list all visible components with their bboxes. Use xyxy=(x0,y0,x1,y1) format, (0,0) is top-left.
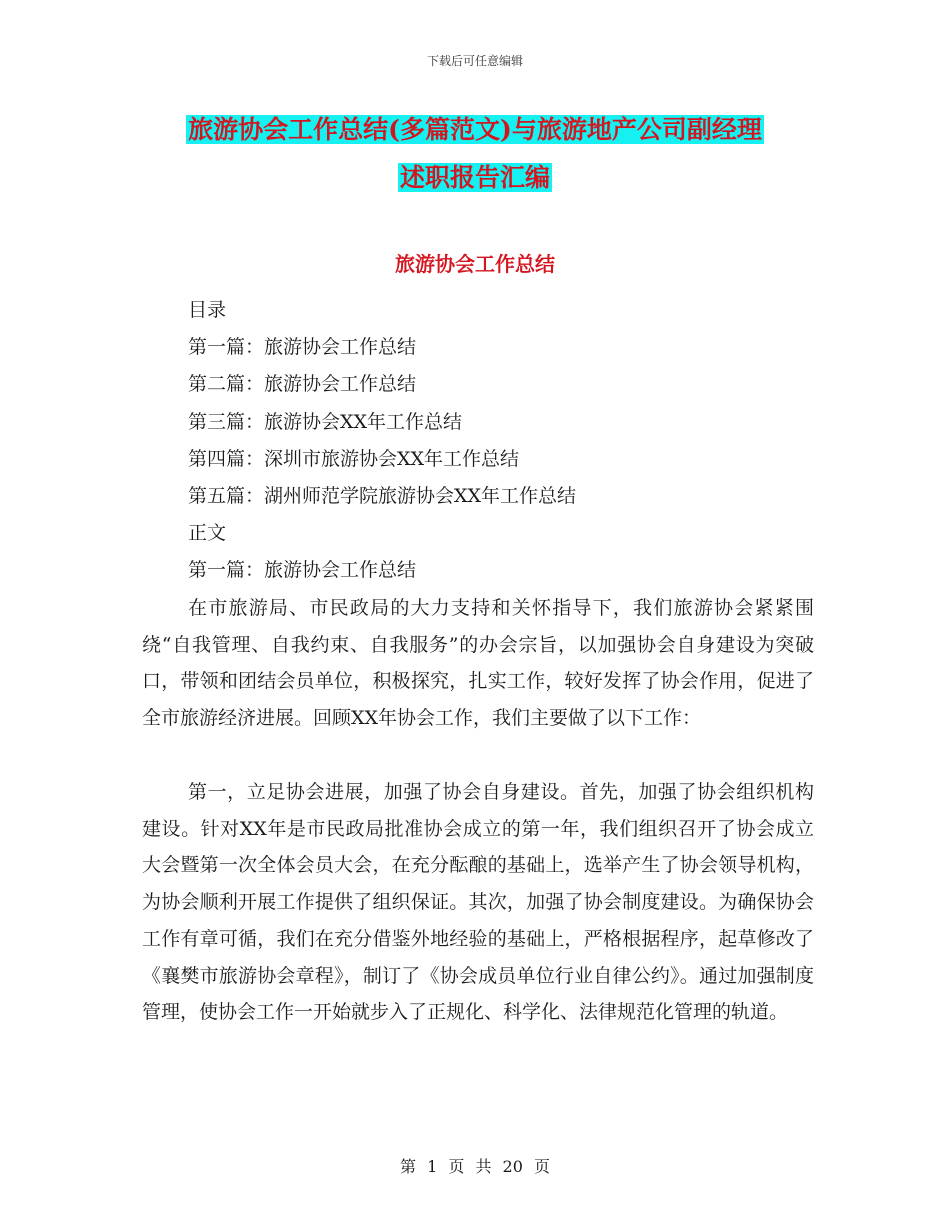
toc-item: 第三篇：旅游协会XX年工作总结 xyxy=(188,410,463,433)
body-label: 正文 xyxy=(188,522,227,545)
toc-item: 第五篇：湖州师范学院旅游协会XX年工作总结 xyxy=(188,485,577,508)
body-paragraph: 在市旅游局、市民政局的大力支持和关怀指导下，我们旅游协会紧紧围绕“自我管理、自我约束、自我服务”的办会宗旨，以加强协会自身建设为突破口，带领和团结会员单位，积极探究，扎实工作，较好发挥了协会作用，促进了全市旅游经济进展。回顾XX年协会工作，我们主要做了以下工作： xyxy=(142,597,814,730)
section-title: 旅游协会工作总结 xyxy=(395,252,555,276)
title-line-1: 旅游协会工作总结(多篇范文)与旅游地产公司副经理 xyxy=(188,115,762,144)
toc-item: 第一篇：旅游协会工作总结 xyxy=(188,336,417,359)
page-number: 第 1 页 共 20 页 xyxy=(400,1157,550,1176)
body-paragraph: 第一，立足协会进展，加强了协会自身建设。首先，加强了协会组织机构建设。针对XX年是市民政局批准协会成立的第一年，我们组织召开了协会成立大会暨第一次全体会员大会，在充分酝酿的基础上，选举产生了协会领导机构，为协会顺利开展工作提供了组织保证。其次，加强了协会制度建设。为确保协会工作有章可循，我们在充分借鉴外地经验的基础上，严格根据程序，起草修改了《襄樊市旅游协会章程》，制订了《协会成员单位行业自律公约》。通过加强制度管理，使协会工作一开始就步入了正规化、科学化、法律规范化管理的轨道。 xyxy=(142,781,814,1024)
toc-item: 第四篇：深圳市旅游协会XX年工作总结 xyxy=(188,447,520,470)
document-title xyxy=(0,106,950,202)
table-of-contents xyxy=(188,292,838,590)
title-line-2: 述职报告汇编 xyxy=(399,163,550,192)
toc-heading: 目录 xyxy=(188,299,227,321)
chapter-heading: 第一篇：旅游协会工作总结 xyxy=(188,559,417,582)
toc-item: 第二篇：旅游协会工作总结 xyxy=(188,373,417,396)
header-note: 下载后可任意编辑 xyxy=(426,54,523,68)
